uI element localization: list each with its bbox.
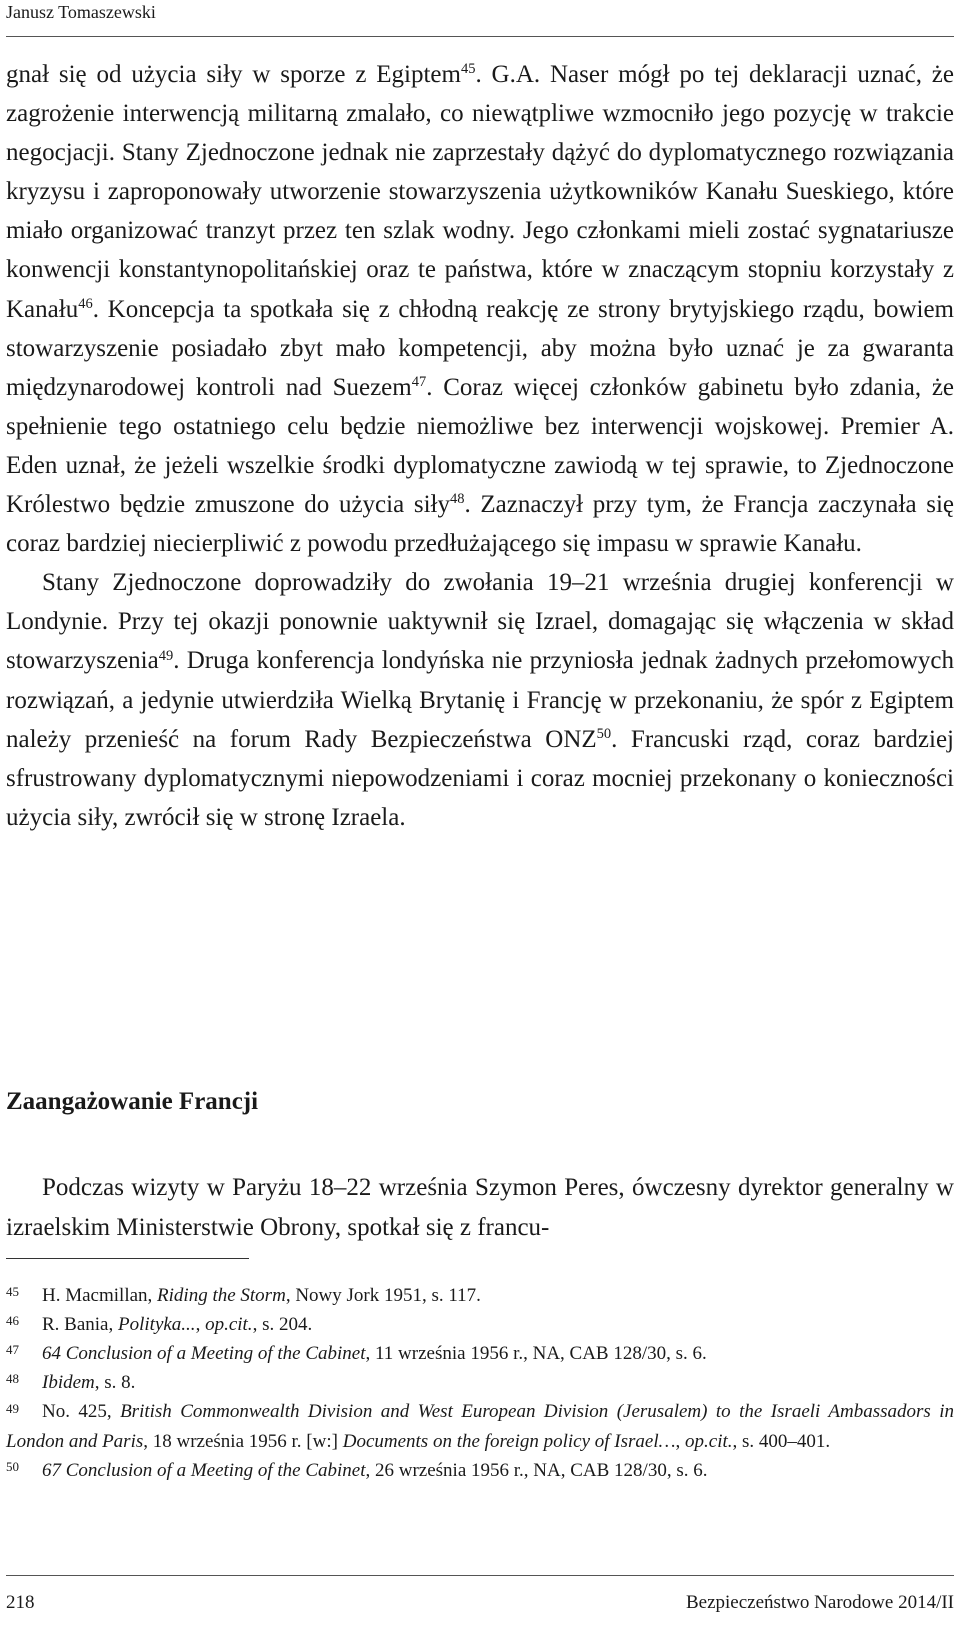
footnote-text: , <box>195 1314 206 1335</box>
footnote-text: , 18 września 1956 r. [w:] <box>143 1431 343 1452</box>
footnotes <box>6 1281 954 1485</box>
footnote-ref[interactable]: 47 <box>411 374 427 391</box>
footnote-title: Polityka... <box>118 1314 196 1335</box>
section-heading: Zaangażowanie Francji <box>6 1088 259 1115</box>
text-run: Stany Zjednoczone doprowadziły do zwołania 19–21 września drugiej konferencji w Londynie. Przy tej okazji ponownie uaktywnił się Izrael, domagając się włączenia w skład stowarzyszenia <box>6 569 954 675</box>
footnote-49: 49 No. 425, British Commonwealth Division and West European Division (Jerusalem) to the Israeli Ambassadors in London and Paris, 18 września 1956 r. [w:] Documents on the foreign policy of Israel…, op.cit., s. 400–401. <box>6 1401 955 1452</box>
footnote-45 <box>6 1281 954 1310</box>
footnote-text: , 26 września 1956 r., NA, CAB 128/30, s. 6. <box>365 1460 708 1481</box>
footnote-number: 47 <box>6 1342 19 1357</box>
footnote-separator <box>6 1258 249 1259</box>
footnote-46 <box>6 1310 954 1339</box>
header-author: Janusz Tomaszewski <box>6 2 156 22</box>
footnote-text: R. Bania, <box>42 1314 118 1335</box>
footnote-ref[interactable]: 46 <box>78 295 93 312</box>
main-text <box>6 55 954 837</box>
footnote-title: Ibidem <box>42 1372 95 1393</box>
footnote-text: H. Macmillan, <box>42 1285 158 1306</box>
footnote-text: , s. 400–401. <box>732 1431 831 1452</box>
page-number: 218 <box>6 1592 35 1613</box>
footnote-title: Riding the Storm <box>157 1285 286 1306</box>
footnote-number: 46 <box>6 1313 19 1328</box>
footnote-ref[interactable]: 50 <box>596 725 612 742</box>
text-run: . Coraz więcej członków gabinetu było zdania, że spełnienie tego ostatniego celu będzie niemożliwe bez interwencji wojskowej. Premier A. Eden uznał, że jeżeli wszelkie środki dyplomatyczne zawiodą w tej sprawie, to Zjednoczone Królestwo będzie zmuszone do użycia siły <box>6 373 955 519</box>
text-run: gnał się od użycia siły w sporze z Egiptem <box>6 61 461 88</box>
footnote-text: No. 425, <box>42 1401 121 1422</box>
footnote-50 <box>6 1456 954 1485</box>
text-run: . Francuski rząd, coraz bardziej sfrustrowany dyplomatycznymi niepowodzeniami i coraz mocniej przekonany o konieczności użycia siły, zwrócił się w stronę Izraela. <box>6 725 954 831</box>
footnote-title: 64 Conclusion of a Meeting of the Cabinet <box>42 1343 366 1364</box>
footnote-title: op.cit. <box>205 1314 253 1335</box>
body-paragraph <box>6 55 954 563</box>
footnote-text: , <box>675 1431 686 1452</box>
page-footer <box>6 1575 954 1616</box>
footnote-ref[interactable]: 48 <box>449 491 465 508</box>
section-paragraph: Podczas wizyty w Paryżu 18–22 września Szymon Peres, ówczesny dyrektor generalny w izraelskim Ministerstwie Obrony, spotkał się z francu- <box>6 1174 954 1241</box>
text-run: . Druga konferencja londyńska nie przyniosła jednak żadnych przełomowych rozwiązań, a jedynie utwierdziła Wielką Brytanię i Francję w przekonaniu, że spór z Egiptem należy przenieść na forum Rady Bezpieczeństwa ONZ <box>6 647 954 753</box>
footnote-ref[interactable]: 49 <box>158 647 174 664</box>
footnote-48 <box>6 1368 954 1397</box>
footnote-number: 48 <box>6 1371 19 1386</box>
footnote-number: 50 <box>6 1459 19 1474</box>
footnote-title: British Commonwealth Division and West European Division (Jerusalem) to the Israeli Ambassadors in London and Paris <box>6 1401 955 1452</box>
journal-name: Bezpieczeństwo Narodowe 2014/II <box>685 1592 954 1613</box>
footnote-title: Documents on the foreign policy of Israel… <box>342 1431 676 1452</box>
running-header <box>6 0 954 37</box>
body-paragraph <box>6 563 954 837</box>
footnote-title: 67 Conclusion of a Meeting of the Cabinet <box>42 1460 366 1481</box>
text-run: . Koncepcja ta spotkała się z chłodną reakcję ze strony brytyjskiego rządu, bowiem stowarzyszenie posiadało zbyt mało kompetencji, aby można było uznać je za gwaranta międzynarodowej kontroli nad Suezem <box>6 295 954 401</box>
footnote-text: , 11 września 1956 r., NA, CAB 128/30, s. 6. <box>365 1343 707 1364</box>
footnote-ref[interactable]: 45 <box>460 61 476 78</box>
footnote-text: , s. 204. <box>252 1314 313 1335</box>
text-run: . Zaznaczył przy tym, że Francja zaczynała się coraz bardziej niecierpliwić z powodu przedłużającego się impasu w sprawie Kanału. <box>6 491 954 558</box>
footnote-number: 45 <box>6 1284 19 1299</box>
footnote-text: , Nowy Jork 1951, s. 117. <box>285 1285 481 1306</box>
footnote-text: , s. 8. <box>94 1372 136 1393</box>
footnote-title: op.cit. <box>685 1431 733 1452</box>
footnote-47 <box>6 1339 954 1368</box>
section-text <box>6 1168 954 1248</box>
text-run: . G.A. Naser mógł po tej deklaracji uznać, że zagrożenie interwencją militarną zmalało, co niewątpliwe wzmocniło jego pozycję w trakcie negocjacji. Stany Zjednoczone jednak nie zaprzestały dążyć do dyplomatycznego rozwiązania kryzysu i zaproponowały utworzenie stowarzyszenia użytkowników Kanału Sueskiego, które miało organizować tranzyt przez ten szlak wodny. Jego członkami mieli zostać sygnatariusze konwencji konstantynopolitańskiej oraz te państwa, które w znaczącym stopniu korzystały z Kanału <box>6 61 954 323</box>
